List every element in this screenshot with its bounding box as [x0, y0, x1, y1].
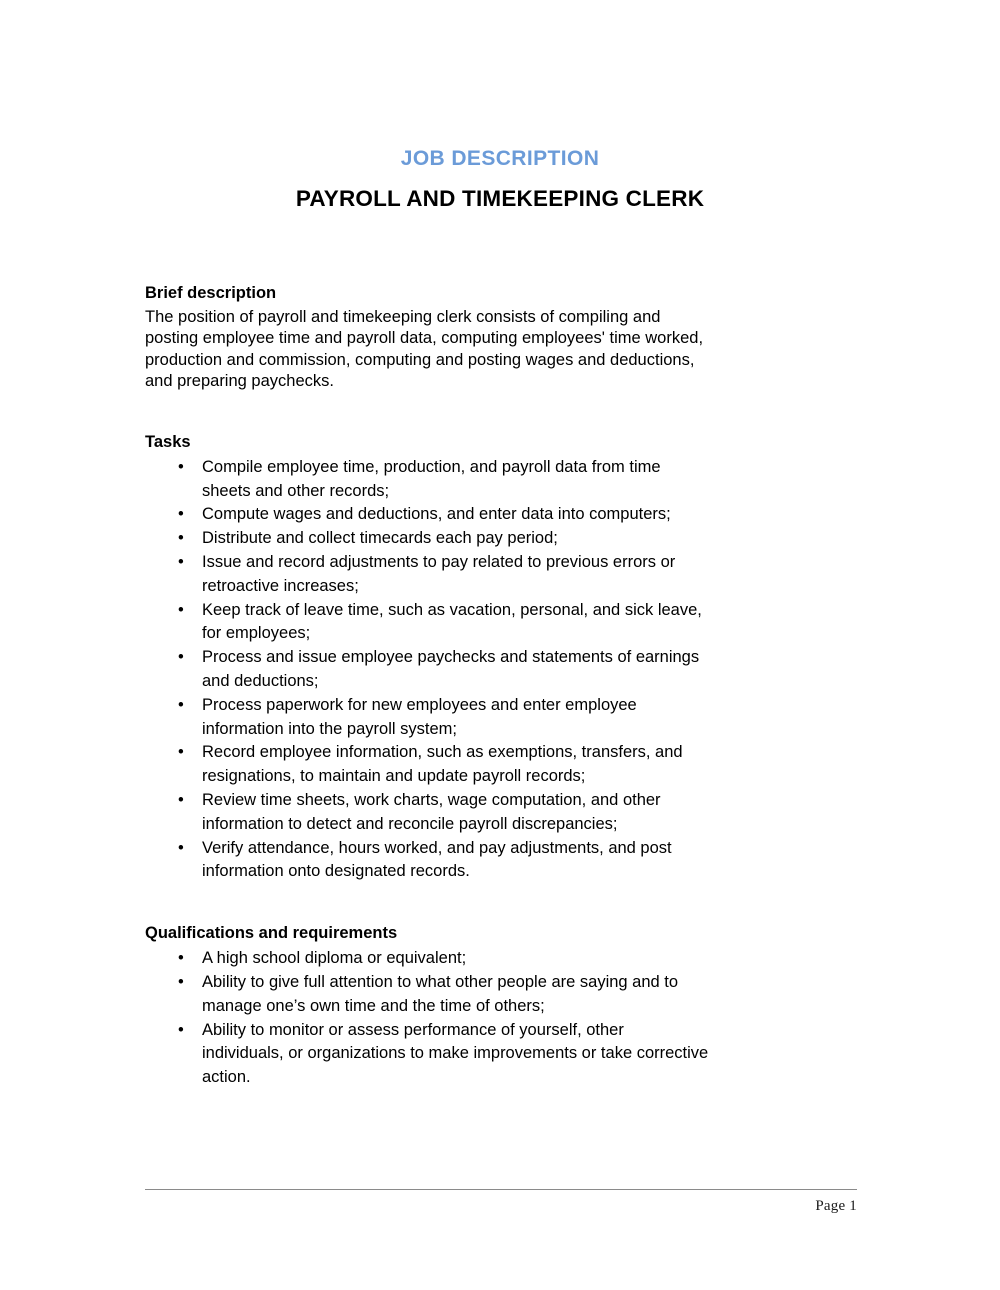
- list-item-text: Verify attendance, hours worked, and pay adjustments, and post information onto designated records.: [202, 838, 672, 881]
- bullet-icon: •: [178, 791, 184, 809]
- list-item-text: Process and issue employee paychecks and statements of earnings and deductions;: [202, 648, 700, 691]
- bullet-icon: •: [178, 743, 184, 762]
- bullet-icon: •: [178, 648, 184, 667]
- bullet-icon: •: [178, 972, 184, 991]
- tasks-heading: Tasks: [145, 432, 191, 451]
- bullet-icon: •: [178, 1020, 184, 1039]
- section-qualifications: [145, 922, 857, 1090]
- list-item-text: Process paperwork for new employees and enter employee information into the payroll system;: [202, 695, 637, 738]
- list-item: [145, 456, 710, 504]
- document-body: [145, 282, 857, 1090]
- list-item: [145, 971, 710, 1019]
- bullet-icon: •: [178, 695, 184, 714]
- list-item: [145, 741, 710, 789]
- tasks-list: [145, 456, 857, 884]
- page-title: PAYROLL AND TIMEKEEPING CLERK: [295, 186, 705, 212]
- list-item-text: Compile employee time, production, and payroll data from time sheets and other records;: [202, 457, 661, 500]
- list-item: [145, 694, 710, 742]
- list-item-text: Review time sheets, work charts, wage computation, and other information to detect and reconcile payroll discrepancies;: [202, 791, 661, 833]
- document-kicker: JOB DESCRIPTION: [400, 147, 600, 170]
- bullet-icon: •: [178, 457, 184, 476]
- document-title-block: [0, 146, 1000, 212]
- list-item: [145, 503, 710, 527]
- list-item: [145, 789, 710, 837]
- bullet-icon: •: [178, 529, 184, 548]
- list-item: [145, 527, 710, 551]
- list-item-text: Ability to give full attention to what other people are saying and to manage one’s own time and the time of others;: [202, 972, 679, 1015]
- list-item: [145, 947, 710, 971]
- list-item-text: Compute wages and deductions, and enter data into computers;: [202, 505, 671, 524]
- brief-description-text: The position of payroll and timekeeping clerk consists of compiling and posting employee time and payroll data, computing employees' time worked, production and commission, computing and posting wages and deductions, and preparing paychecks.: [145, 307, 704, 391]
- qualifications-heading: Qualifications and requirements: [145, 924, 398, 943]
- section-spacer: [145, 884, 857, 922]
- bullet-icon: •: [178, 838, 184, 857]
- section-brief-description: [145, 282, 857, 393]
- footer-divider: [145, 1189, 857, 1190]
- page-footer: [145, 1189, 857, 1215]
- bullet-icon: •: [178, 505, 184, 524]
- list-item-text: Record employee information, such as exemptions, transfers, and resignations, to maintain and update payroll records;: [202, 743, 683, 786]
- list-item-text: Distribute and collect timecards each pay period;: [202, 529, 558, 548]
- list-item: [145, 1019, 710, 1090]
- list-item-text: Keep track of leave time, such as vacation, personal, and sick leave, for employees;: [202, 600, 702, 643]
- brief-description-heading: Brief description: [145, 284, 277, 302]
- list-item: [145, 646, 710, 694]
- section-tasks: [145, 431, 857, 884]
- section-spacer: [145, 393, 857, 431]
- list-item: [145, 837, 710, 885]
- list-item-text: A high school diploma or equivalent;: [202, 949, 467, 968]
- list-item-text: Issue and record adjustments to pay related to previous errors or retroactive increases;: [202, 553, 676, 595]
- list-item-text: Ability to monitor or assess performance of yourself, other individuals, or organizations to make improvements or take corrective action.: [202, 1020, 709, 1087]
- bullet-icon: •: [178, 600, 184, 619]
- qualifications-list: [145, 947, 857, 1090]
- list-item: [145, 551, 710, 599]
- bullet-icon: •: [178, 949, 184, 968]
- bullet-icon: •: [178, 553, 184, 572]
- list-item: [145, 599, 710, 647]
- page-number: Page 1: [815, 1198, 857, 1214]
